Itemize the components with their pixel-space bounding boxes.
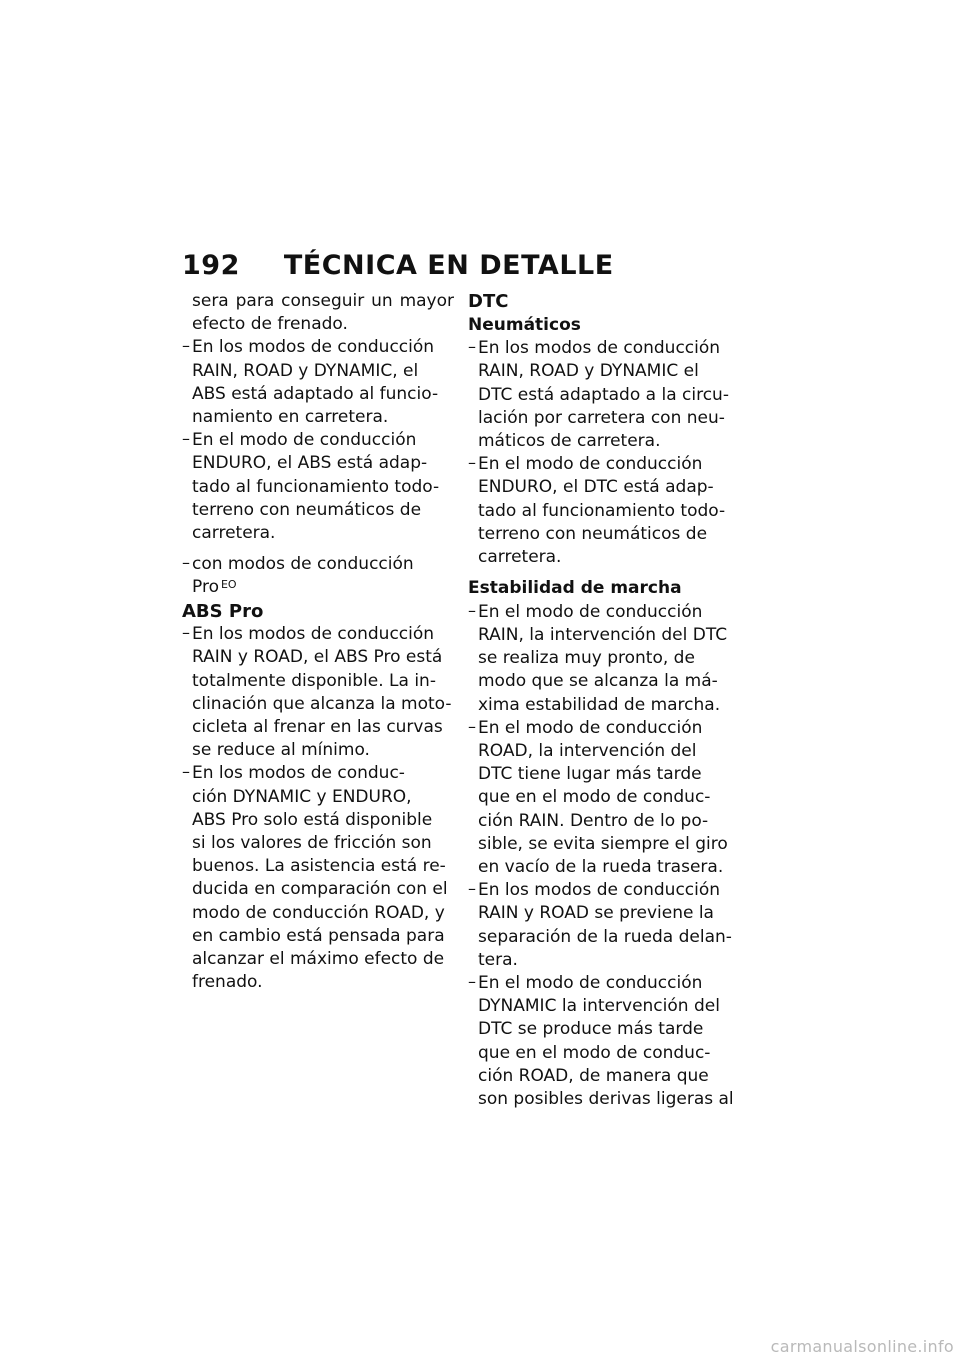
text-line: ROAD, la intervención del [478,741,697,762]
text-line: modo que se alcanza la má- [478,671,718,692]
bullet-item [468,717,736,879]
text-line: RAIN, ROAD y DYNAMIC, el [192,360,419,381]
pro-label: Pro [192,577,219,598]
text-line: – En el modo de conducción [478,973,703,994]
bullet-item [468,879,736,972]
bullet-item [182,336,454,429]
text-line: alcanzar el máximo efecto de [192,949,445,970]
text-line: DTC se produce más tarde [478,1019,704,1040]
text-line: ción RAIN. Dentro de lo po- [478,810,709,831]
text-line: DTC está adaptado a la circu- [478,384,729,405]
text-line: en vacío de la rueda trasera. [478,857,724,878]
text-line: lación por carretera con neu- [478,407,725,428]
text-line: – En los modos de conducción [478,338,721,359]
text-line [182,576,454,599]
bullet-item [182,762,454,994]
text-line: RAIN y ROAD, el ABS Pro está [192,647,443,668]
text-line: – En el modo de conducción [478,454,703,475]
text-line: sera para conseguir un mayor [192,291,454,311]
watermark-text: carmanualsonline.info [770,1337,954,1356]
subheading-tyres: Neumáticos [468,314,581,335]
bullet-item [468,972,736,1111]
text-line: buenos. La asistencia está re- [192,856,446,877]
text-line: sible, se evita siempre el giro [478,833,728,854]
right-column [468,290,736,1111]
text-line: DTC tiene lugar más tarde [478,764,702,785]
text-line: clinación que alcanza la moto- [192,693,452,714]
text-line: – En el modo de conducción [478,717,703,738]
text-line: RAIN y ROAD se previene la [478,903,714,924]
bullet-item [468,453,736,569]
text-line: – En los modos de conduc- [192,763,405,784]
bullet-item [182,429,454,545]
section-heading-abs-pro: ABS Pro [182,600,264,622]
text-line: carretera. [192,523,276,544]
chapter-title: TÉCNICA EN DETALLE [283,249,614,281]
text-line: DYNAMIC la intervención del [478,996,720,1017]
text-line: xima estabilidad de marcha. [478,694,721,715]
subheading-stability: Estabilidad de marcha [468,578,682,599]
text-line: – con modos de conducción [192,554,414,575]
text-line: que en el modo de conduc- [478,1042,711,1063]
page-header [182,240,614,290]
left-column [182,290,454,994]
bullet-item [182,623,454,762]
bullet-item [468,601,736,717]
text-line: ducida en comparación con el [192,879,448,900]
text-line: ción DYNAMIC y ENDURO, [192,786,412,807]
section-heading-dtc: DTC [468,291,509,312]
text-line: se reduce al mínimo. [192,740,370,761]
text-line: frenado. [192,972,263,993]
text-line: ABS está adaptado al funcio- [192,383,439,404]
text-line: cicleta al frenar en las curvas [192,717,443,738]
text-line: RAIN, ROAD y DYNAMIC el [478,361,699,382]
text-line: modo de conducción ROAD, y [192,902,445,923]
text-line: si los valores de fricción son [192,833,432,854]
text-line: que en el modo de conduc- [478,787,711,808]
text-line: ENDURO, el DTC está adap- [478,477,714,498]
text-line: máticos de carretera. [478,431,661,451]
text-line: terreno con neumáticos de [192,499,422,520]
text-line: se realiza muy pronto, de [478,648,695,669]
text-line: tera. [478,949,518,970]
text-line: tado al funcionamiento todo- [478,500,726,521]
text-line: efecto de frenado. [192,314,348,335]
text-line: totalmente disponible. La in- [192,670,436,691]
page-number: 192 [182,249,240,281]
text-line: ción ROAD, de manera que [478,1065,709,1086]
text-line: carretera. [478,547,562,568]
text-line: son posibles derivas ligeras al [478,1089,734,1110]
text-line: terreno con neumáticos de [478,523,708,544]
text-line: – En el modo de conducción [192,430,417,451]
text-line: RAIN, la intervención del DTC [478,625,728,646]
text-line: namiento en carretera. [192,407,389,428]
bullet-item [468,337,736,453]
text-line: en cambio está pensada para [192,925,445,946]
text-line: – En los modos de conducción [192,624,435,645]
text-line: ABS Pro solo está disponible [192,809,433,830]
model-superscript: EO [220,578,237,592]
text-line: – En los modos de conducción [478,880,721,901]
text-line: – En el modo de conducción [478,601,703,622]
text-line: tado al funcionamiento todo- [192,476,440,497]
bullet-item [182,553,454,599]
text-line: ENDURO, el ABS está adap- [192,453,428,474]
text-line: separación de la rueda delan- [478,926,732,947]
text-line: – En los modos de conducción [192,337,435,358]
